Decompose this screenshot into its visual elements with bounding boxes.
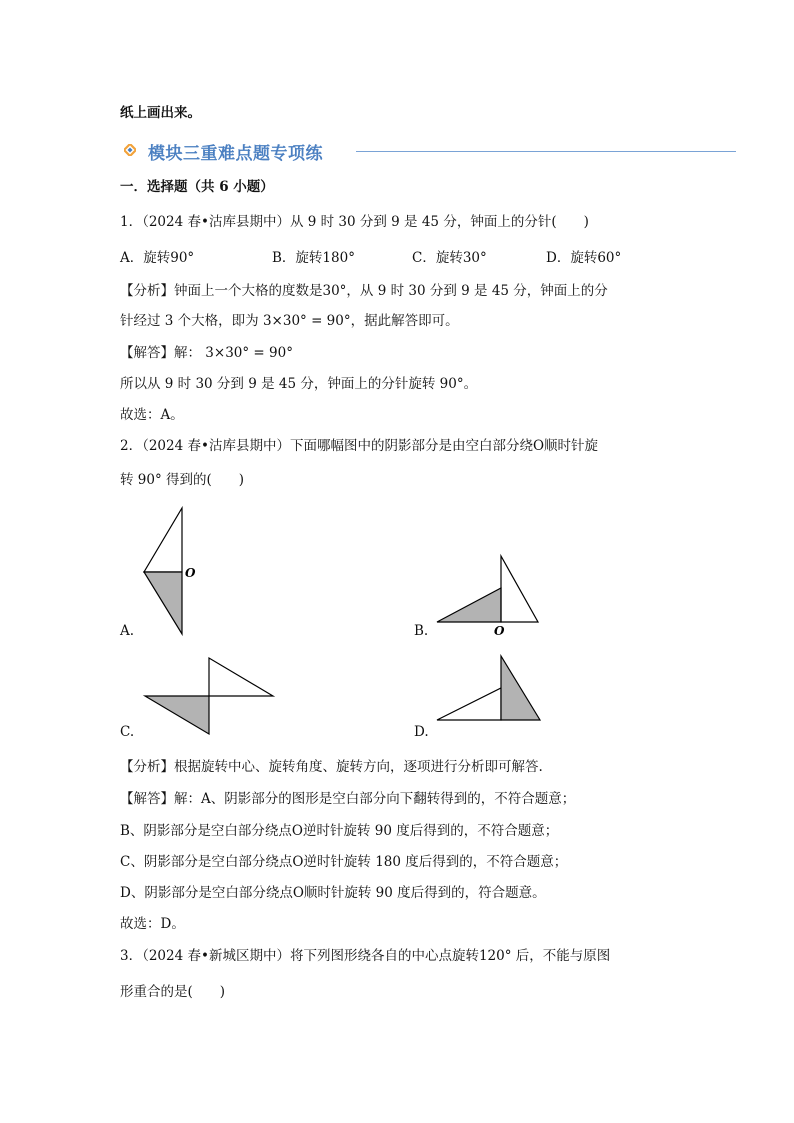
figure-a [140,505,200,637]
module-header [120,139,620,163]
question-1: 1．（2024 春•沽库县期中）从 9 时 30 分到 9 是 45 分，钟面上的分针( ) [120,214,589,230]
q1-option-b: B．旋转180° [272,250,355,266]
q2-solution-a: 【解答】解：A、阴影部分的图形是空白部分向下翻转得到的，不符合题意； [120,791,576,807]
figure-b [434,553,544,637]
figure-d-label: D. [414,724,429,740]
q1-solution: 【解答】解： 3×30° = 90° [120,345,293,361]
question-3-line-2: 形重合的是( ) [120,984,226,1000]
figure-c-label: C. [120,724,135,740]
q1-answer: 故选：A。 [120,407,184,423]
q2-solution-b: B、阴影部分是空白部分绕点O逆时针旋转 90 度后得到的，不符合题意； [120,823,559,839]
header-rule [356,151,736,152]
figure-d [434,653,546,725]
question-3-line-1: 3．（2024 春•新城区期中）将下列图形绕各自的中心点旋转120° 后，不能与原图 [120,948,611,964]
figure-b-label: B. [414,623,429,639]
diamond-icon [124,144,136,156]
module-title: 模块三重难点题专项练 [148,144,323,164]
q2-solution-c: C、阴影部分是空白部分绕点O逆时针旋转 180 度后得到的，不符合题意； [120,854,568,870]
q1-analysis-line-2: 针经过 3 个大格，即为 3×30° = 90°，据此解答即可。 [120,313,459,329]
q2-analysis: 【分析】根据旋转中心、旋转角度、旋转方向，逐项进行分析即可解答. [120,759,543,775]
q2-answer: 故选：D。 [120,916,185,932]
q1-option-d: D．旋转60° [546,250,622,266]
q2-solution-d: D、阴影部分是空白部分绕点O顺时针旋转 90 度后得到的，符合题意。 [120,885,546,901]
question-2-line-2: 转 90° 得到的( ) [120,472,245,488]
q1-analysis-line-1: 【分析】钟面上一个大格的度数是30°，从 9 时 30 分到 9 是 45 分，钟面上的分 [120,283,608,299]
figure-a-label: A. [120,623,135,639]
section-heading: 一．选择题（共 6 小题） [120,179,274,195]
q1-option-c: C．旋转30° [412,250,487,266]
figure-a-o-label: O [185,566,196,580]
figure-c [142,655,276,739]
q1-conclusion: 所以从 9 时 30 分到 9 是 45 分，钟面上的分针旋转 90°。 [120,376,478,392]
q1-option-a: A．旋转90° [120,250,195,266]
continuation-text: 纸上画出来。 [120,105,201,121]
question-2-line-1: 2．（2024 春•沽库县期中）下面哪幅图中的阴影部分是由空白部分绕O顺时针旋 [120,438,599,454]
figure-b-o-label: O [494,624,505,638]
